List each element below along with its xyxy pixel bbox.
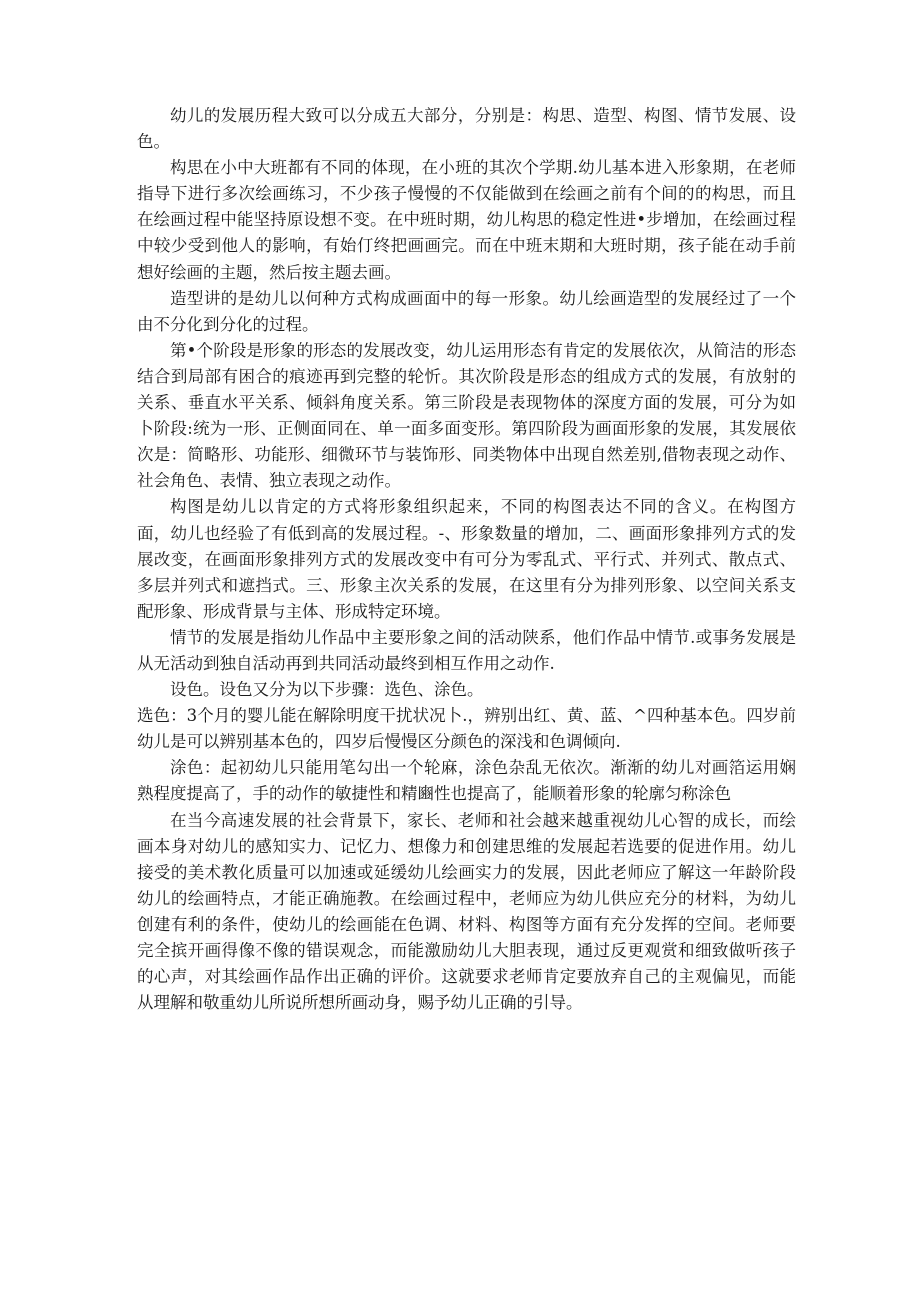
paragraph-color-filling: 涂色：起初幼儿只能用笔勾出一个轮麻，涂色杂乱无依次。渐渐的幼儿对画箔运用娴熟程度提高了，手的动作的敏捷性和精豳性也提高了，能顺着形象的轮廓匀称涂色 <box>137 758 796 804</box>
paragraph-modeling-intro: 造型讲的是幼儿以何种方式构成画面中的每一形象。幼儿绘画造型的发展经过了一个由不分化到分化的过程。 <box>137 288 796 334</box>
paragraph-conception: 构思在小中大班都有不同的体现，在小班的其次个学期.幼儿基本进入形象期，在老师指导下进行多次绘画练习，不少孩子慢慢的不仅能做到在绘画之前有个间的的构思，而且在绘画过程中能坚持原设想不变。在中班时期，幼儿构思的稳定性进•步增加，在绘画过程中较少受到他人的影响，有始仃终把画画完。而在中班末期和大班时期，孩子能在动手前想好绘画的主题，然后按主题去画。 <box>137 158 796 282</box>
paragraph-color-selection: 选色：3个月的婴儿能在解除明度干扰状况卜.，辨别出红、黄、蓝、^四种基本色。四岁前幼儿是可以辨别基本色的，四岁后慢慢区分颜色的深浅和色调倾向. <box>137 706 796 752</box>
paragraph-plot: 情节的发展是指幼儿作品中主要形象之间的活动陕系，他们作品中情节.或事务发展是从无活动到独自活动再到共同活动最终到相互作用之动作. <box>137 627 796 673</box>
paragraph-coloring-intro: 设色。设色又分为以下步骤：选色、涂色。 <box>170 680 484 700</box>
document-body <box>137 103 796 1016</box>
paragraph-composition: 构图是幼儿以肯定的方式将形象组织起来，不同的构图表达不同的含义。在构图方面，幼儿也经验了有低到高的发展过程。-、形象数量的增加，二、画面形象排列方式的发展改变，在画面形象排列方式的发展改变中有可分为零乱式、平行式、并列式、散点式、多层并列式和遮挡式。三、形象主次关系的发展，在这里有分为排列形象、以空间关系支配形象、形成背景与主体、形成特定环境。 <box>137 497 796 621</box>
paragraph-conclusion: 在当今高速发展的社会背景下，家长、老师和社会越来越重视幼儿心智的成长，而绘画本身对幼儿的感知实力、记忆力、想像力和创建思维的发展起若选要的促进作用。幼儿接受的美术教化质量可以加速或延缓幼儿绘画实力的发展，因此老师应了解这一年龄阶段幼儿的绘画特点，才能正确施教。在绘画过程中，老师应为幼儿供应充分的材料，为幼儿创建有利的条件，使幼儿的绘画能在色调、材料、构图等方面有充分发挥的空间。老师要完全摈开画得像不像的错误观念，而能激励幼儿大胆表现，通过反更观赏和细致做听孩子的心声，对其绘画作品作出正确的评价。这就要求老师肯定要放弃自己的主观偏见，而能从理解和敬重幼儿所说所想所画动身，赐予幼儿正确的引导。 <box>137 810 796 1013</box>
paragraph-modeling-stages: 第•个阶段是形象的形态的发展改变，幼儿运用形态有肯定的发展依次，从简洁的形态结合到局部有困合的痕迹再到完整的轮忻。其次阶段是形态的组成方式的发展，有放射的关系、垂直水平关系、倾斜角度关系。第三阶段是表现物体的深度方面的发展，可分为如卜阶段:统为一形、正侧面同在、单一面多面变形。第四阶段为画面形象的发展，其发展依次是：简略形、功能形、细微环节与装饰形、同类物体中出现自然差别,借物表现之动作、社会角色、表情、独立表现之动作。 <box>137 340 796 491</box>
paragraph-overview: 幼儿的发展历程大致可以分成五大部分，分别是：构思、造型、构图、情节发展、设色。 <box>137 106 796 152</box>
